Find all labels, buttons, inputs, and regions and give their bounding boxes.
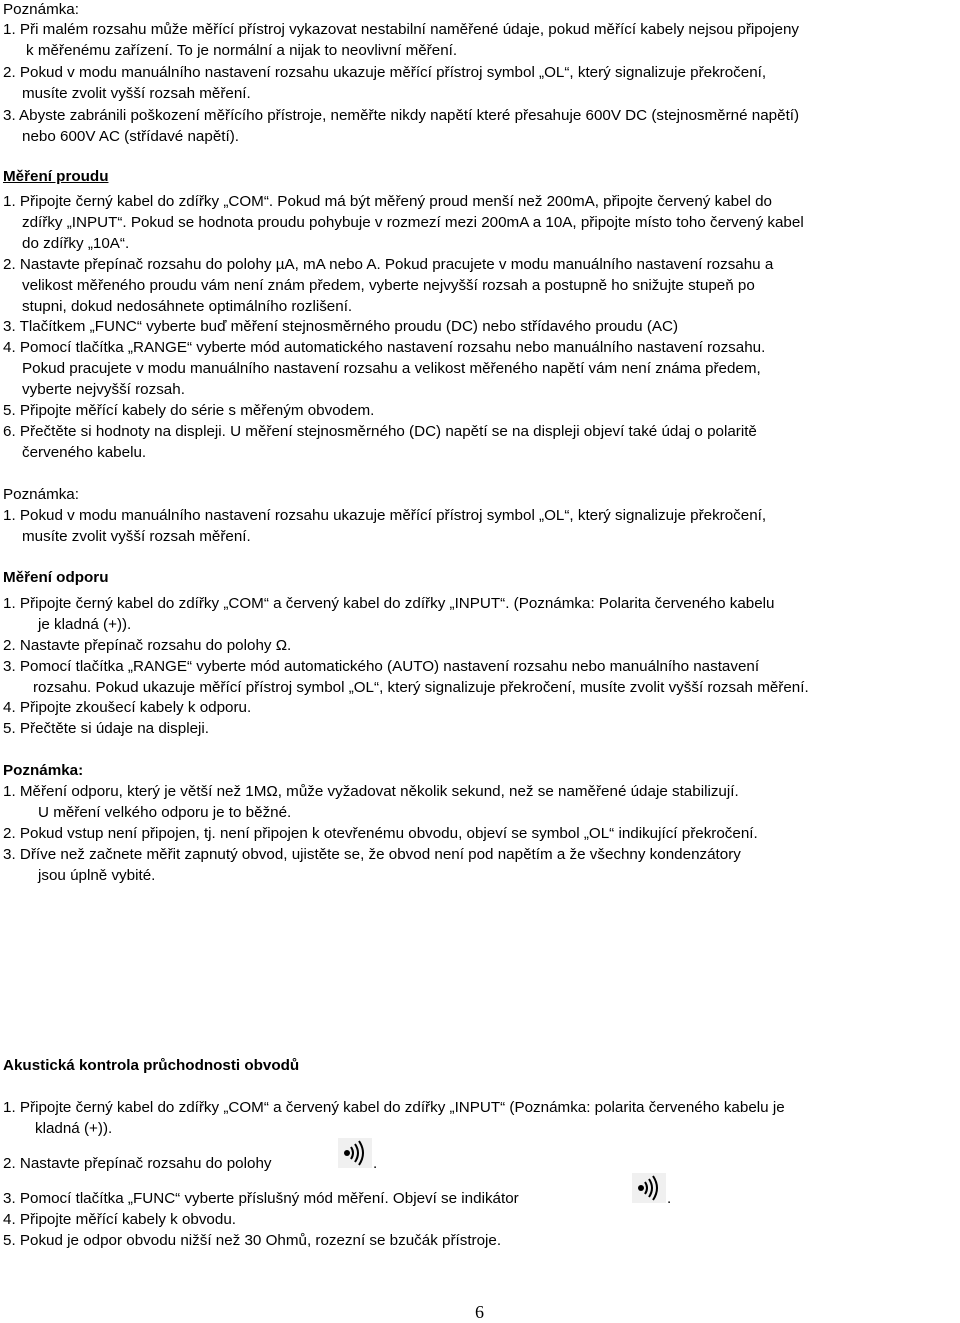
note-item: musíte zvolit vyšší rozsah měření.: [22, 85, 251, 102]
note-item: 3. Abyste zabránili poškození měřícího přístroje, neměřte nikdy napětí které přesahuje 600V DC (stejnosměrné napětí): [3, 107, 800, 124]
note-item: U měření velkého odporu je to běžné.: [38, 804, 292, 821]
list-item: 4. Připojte zkoušecí kabely k odporu.: [3, 699, 252, 716]
section-heading-current: Měření proudu: [3, 168, 109, 185]
list-item: stupni, dokud nedosáhnete optimálního rozlišení.: [22, 298, 353, 315]
note-item: 1. Při malém rozsahu může měřící přístroj vykazovat nestabilní naměřené údaje, pokud měřící kabely nejsou připojeny: [3, 21, 800, 38]
note-item: 1. Měření odporu, který je větší než 1MΩ, může vyžadovat několik sekund, než se naměřené údaje stabilizují.: [3, 783, 739, 800]
section-heading-resistance: Měření odporu: [3, 569, 109, 586]
note-item: musíte zvolit vyšší rozsah měření.: [22, 528, 251, 545]
list-item: do zdířky „10A“.: [22, 235, 130, 252]
note-item: 3. Dříve než začnete měřit zapnutý obvod, ujistěte se, že obvod není pod napětím a že všechny kondenzátory: [3, 846, 741, 863]
list-item: Pokud pracujete v modu manuálního nastavení rozsahu a velikost měřeného napětí vám není známa předem,: [22, 360, 761, 377]
note-item: jsou úplně vybité.: [38, 867, 156, 884]
note-item: k měřenému zařízení. To je normální a nijak to neovlivní měření.: [26, 42, 458, 59]
list-item: 2. Nastavte přepínač rozsahu do polohy µA, mA nebo A. Pokud pracujete v modu manuálního nastavení rozsahu a: [3, 256, 774, 273]
note-item: 2. Pokud vstup není připojen, tj. není připojen k otevřenému obvodu, objeví se symbol „OL“ indikující překročení.: [3, 825, 758, 842]
note-label: Poznámka:: [3, 762, 84, 779]
list-item: 2. Nastavte přepínač rozsahu do polohy Ω.: [3, 637, 292, 654]
list-item: 1. Připojte černý kabel do zdířky „COM“ a červený kabel do zdířky „INPUT“ (Poznámka: polarita červeného kabelu je: [3, 1099, 785, 1116]
list-item: 3. Tlačítkem „FUNC“ vyberte buď měření stejnosměrného proudu (DC) nebo střídavého proudu (AC): [3, 318, 679, 335]
section-heading-continuity: Akustická kontrola průchodnosti obvodů: [3, 1057, 300, 1074]
list-item: 1. Připojte černý kabel do zdířky „COM“. Pokud má být měřený proud menší než 200mA, připojte červený kabel do: [3, 193, 773, 210]
note-item: nebo 600V AC (střídavé napětí).: [22, 128, 239, 145]
note-item: 1. Pokud v modu manuálního nastavení rozsahu ukazuje měřící přístroj symbol „OL“, který signalizuje překročení,: [3, 507, 767, 524]
list-item: rozsahu. Pokud ukazuje měřící přístroj symbol „OL“, který signalizuje překročení, musíte zvolit vyšší rozsah měření.: [33, 679, 809, 696]
list-item-end: .: [667, 1190, 672, 1207]
list-item: je kladná (+)).: [38, 616, 132, 633]
list-item: 5. Přečtěte si údaje na displeji.: [3, 720, 209, 737]
list-item: 2. Nastavte přepínač rozsahu do polohy: [3, 1155, 272, 1172]
list-item-end: .: [373, 1155, 378, 1172]
list-item: 3. Pomocí tlačítka „RANGE“ vyberte mód automatického (AUTO) nastavení rozsahu nebo manuálního nastavení: [3, 658, 760, 675]
sound-wave-icon: [632, 1173, 666, 1203]
list-item: 4. Pomocí tlačítka „RANGE“ vyberte mód automatického nastavení rozsahu nebo manuálního nastavení rozsahu.: [3, 339, 766, 356]
list-item: zdířky „INPUT“. Pokud se hodnota proudu pohybuje v rozmezí mezi 200mA a 10A, připojte místo toho červený kabel: [22, 214, 804, 231]
sound-wave-icon: [338, 1138, 372, 1168]
list-item: 5. Připojte měřící kabely do série s měřeným obvodem.: [3, 402, 375, 419]
list-item: velikost měřeného proudu vám není znám předem, vyberte nejvyšší rozsah a postupně ho snižujte stupeň po: [22, 277, 755, 294]
page-number: 6: [475, 1302, 484, 1322]
list-item: červeného kabelu.: [22, 444, 147, 461]
list-item: kladná (+)).: [35, 1120, 113, 1137]
list-item: 4. Připojte měřící kabely k obvodu.: [3, 1211, 236, 1228]
note-item: 2. Pokud v modu manuálního nastavení rozsahu ukazuje měřící přístroj symbol „OL“, který signalizuje překročení,: [3, 64, 767, 81]
list-item: 1. Připojte černý kabel do zdířky „COM“ a červený kabel do zdířky „INPUT“. (Poznámka: Polarita červeného kabelu: [3, 595, 775, 612]
note-label: Poznámka:: [3, 486, 79, 503]
list-item: 6. Přečtěte si hodnoty na displeji. U měření stejnosměrného (DC) napětí se na displeji objeví také údaj o polaritě: [3, 423, 757, 440]
list-item: 3. Pomocí tlačítka „FUNC“ vyberte příslušný mód měření. Objeví se indikátor: [3, 1190, 519, 1207]
note-label: Poznámka:: [3, 1, 79, 18]
list-item: vyberte nejvyšší rozsah.: [22, 381, 185, 398]
list-item: 5. Pokud je odpor obvodu nižší než 30 Ohmů, rozezní se bzučák přístroje.: [3, 1232, 502, 1249]
